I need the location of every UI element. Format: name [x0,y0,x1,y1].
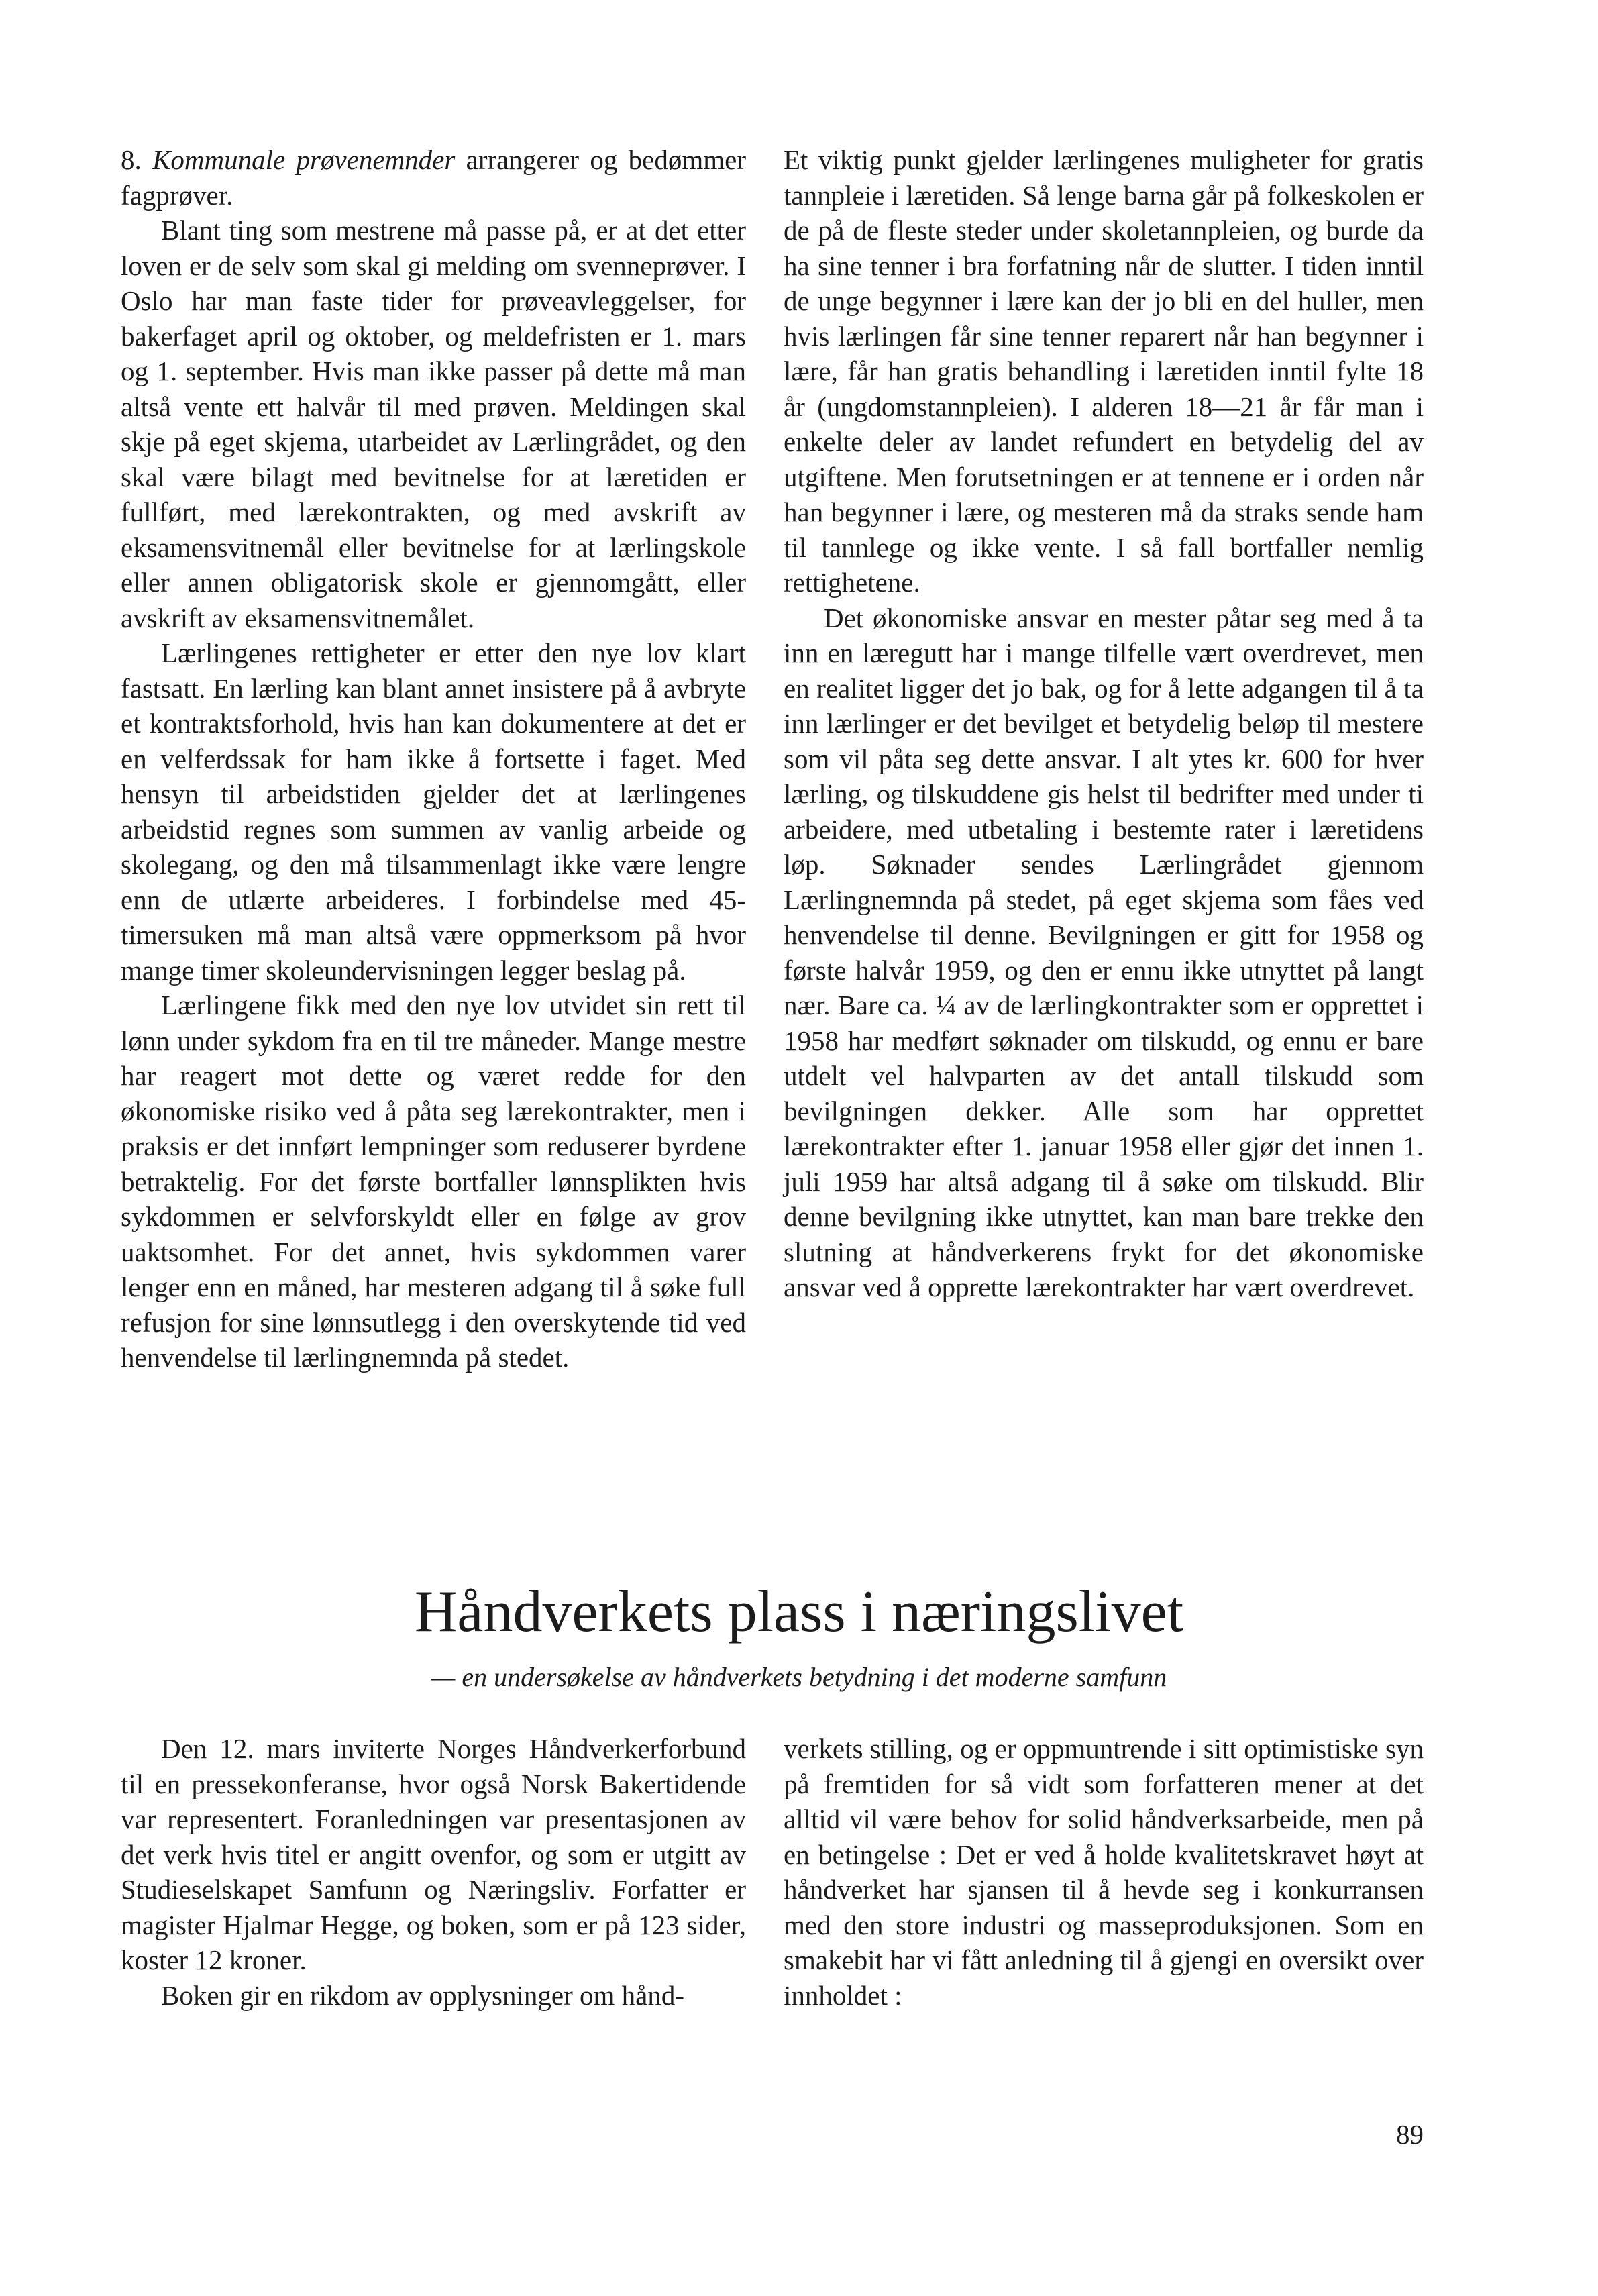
item-number: 8. [121,144,153,175]
paragraph-text: arrangerer og bedømmer fagprøver. [121,144,746,211]
paragraph-boken: Boken gir en rikdom av opplysninger om hånd- [161,1979,685,2011]
paragraph-svenneprover: Blant ting som mestrene må passe på, er at det etter loven er de selv som skal gi melding om svenneprøver. I Oslo har man faste tider for prøveavleggelser, for bakerfaget april og oktober, og meldefristen er 1. mars og 1. september. Hvis man ikke passer på dette må man altså vente ett halvår til med prøven. Meldingen skal skje på eget skjema, utarbeidet av Lærlingrådet, og den skal være bilagt med bevitnelse for at læretiden er fullført, med lærekontrakten, og med avskrift av eksamensvitnemål eller bevitnelse for at lærlingskole eller annen obligatorisk skole er gjennomgått, eller avskrift av eksamensvitnemålet. [121,215,746,633]
bottom-right-column [784,1731,1424,2013]
bottom-left-column [121,1731,746,2013]
paragraph-laerlingenes-rettigheter: Lærlingenes rettigheter er etter den nye lov klart fastsatt. En lærling kan blant annet insistere på å avbryte et kontraktsforhold, hvis han kan dokumentere at det er en velferdssak for ham ikke å fortsette i faget. Med hensyn til arbeidstiden gjelder det at lærlingenes arbeidstid regnes som summen av vanlig arbeide og skolegang, og den må tilsammenlagt ikke være lengre enn de utlærte arbeideres. I forbindelse med 45-timersuken må man altså være oppmerksom på hvor mange timer skoleundervisningen legger beslag på. [121,637,746,986]
paragraph-okonomiske-ansvar: Det økonomiske ansvar en mester påtar seg med å ta inn en læregutt har i mange tilfelle vært overdrevet, men en realitet ligger det jo bak, og for å lette adgangen til å ta inn lærlinger er det bevilget et betydelig beløp til mestere som vil påta seg dette ansvar. I alt ytes kr. 600 for hver lærling, og tilskuddene gis helst til bedrifter med under ti arbeidere, med utbetaling i bestemte rater i læretidens løp. Søknader sendes Lærlingrådet gjennom Lærlingnemnda på stedet, på eget skjema som fåes ved henvendelse til denne. Bevilgningen er gitt for 1958 og første halvår 1959, og den er ennu ikke utnyttet på langt nær. Bare ca. ¼ av de lærlingkontrakter som er opprettet i 1958 har medført søknader om tilskudd, og ennu er bare utdelt vel halvparten av det antall tilskudd som bevilgningen dekker. Alle som har opprettet lærekontrakter efter 1. januar 1958 eller gjør det innen 1. juli 1959 har altså adgang til å søke om tilskudd. Blir denne bevilgning ikke utnyttet, kan man bare trekke den slutning at håndverkerens frykt for det økonomiske ansvar ved å opprette lærekontrakter har vært overdrevet. [784,602,1424,1302]
top-right-column [784,142,1424,1305]
paragraph-verkets-stilling: verkets stilling, og er oppmuntrende i sitt optimistiske syn på fremtiden for så vidt som forfatteren mener at det alltid vil være behov for solid håndverksarbeide, men på en betingelse : Det er ved å holde kvalitetskravet høyt at håndverket har sjansen til å hevde seg i konkurransen med den store industri og masseproduksjonen. Som en smakebit har vi fått anledning til å gjengi en oversikt over innholdet : [784,1733,1424,2011]
article-subtitle: — en undersøkelse av håndverkets betydning i det moderne samfunn [431,1662,1167,1692]
page-number: 89 [1396,2119,1424,2150]
paragraph-tannpleie: Et viktig punkt gjelder lærlingenes muligheter for gratis tannpleie i læretiden. Så lenge barna går på folkeskolen er de på de fleste steder under skoletannpleien, og burde da ha sine tenner i bra forfatning når de slutter. I tiden inntil de unge begynner i lære kan der jo bli en del huller, men hvis lærlingen får sine tenner reparert når han begynner i lære, får han gratis behandling i læretiden inntil fylte 18 år (ungdomstannpleien). I alderen 18—21 år får man i enkelte deler av landet refundert en betydelig del av utgiftene. Men forutsetningen er at tennene er i orden når han begynner i lære, og mesteren må da straks sende ham til tannlege og ikke vente. I så fall bortfaller nemlig rettighetene. [784,144,1424,598]
paragraph-lonn-under-sykdom: Lærlingene fikk med den nye lov utvidet sin rett til lønn under sykdom fra en til tre måneder. Mange mestre har reagert mot dette og været redde for den økonomiske risiko ved å påta seg lærekontrakter, men i praksis er det innført lempninger som reduserer byrdene betraktelig. For det første bortfaller lønnsplikten hvis sykdommen er selvforskyldt eller en følge av grov uaktsomhet. For det annet, hvis sykdommen varer lenger enn en måned, har mesteren adgang til å søke full refusjon for sine lønnsutlegg i den overskytende tid ved henvendelse til lærlingnemnda på stedet. [121,990,746,1373]
italic-term: Kommunale prøvenemnder [152,144,456,175]
paragraph-pressekonferanse: Den 12. mars inviterte Norges Håndverkerforbund til en pressekonferanse, hvor også Norsk Bakertidende var representert. Foranledningen var presentasjonen av det verk hvis titel er angitt ovenfor, og som er utgitt av Studieselskapet Samfunn og Næringsliv. Forfatter er magister Hjalmar Hegge, og boken, som er på 123 sider, koster 12 kroner. [121,1733,746,1975]
top-left-column [121,142,746,1375]
paragraph-8-kommunale-provenemnder [121,142,746,213]
article-title: Håndverkets plass i næringslivet [414,1579,1184,1645]
